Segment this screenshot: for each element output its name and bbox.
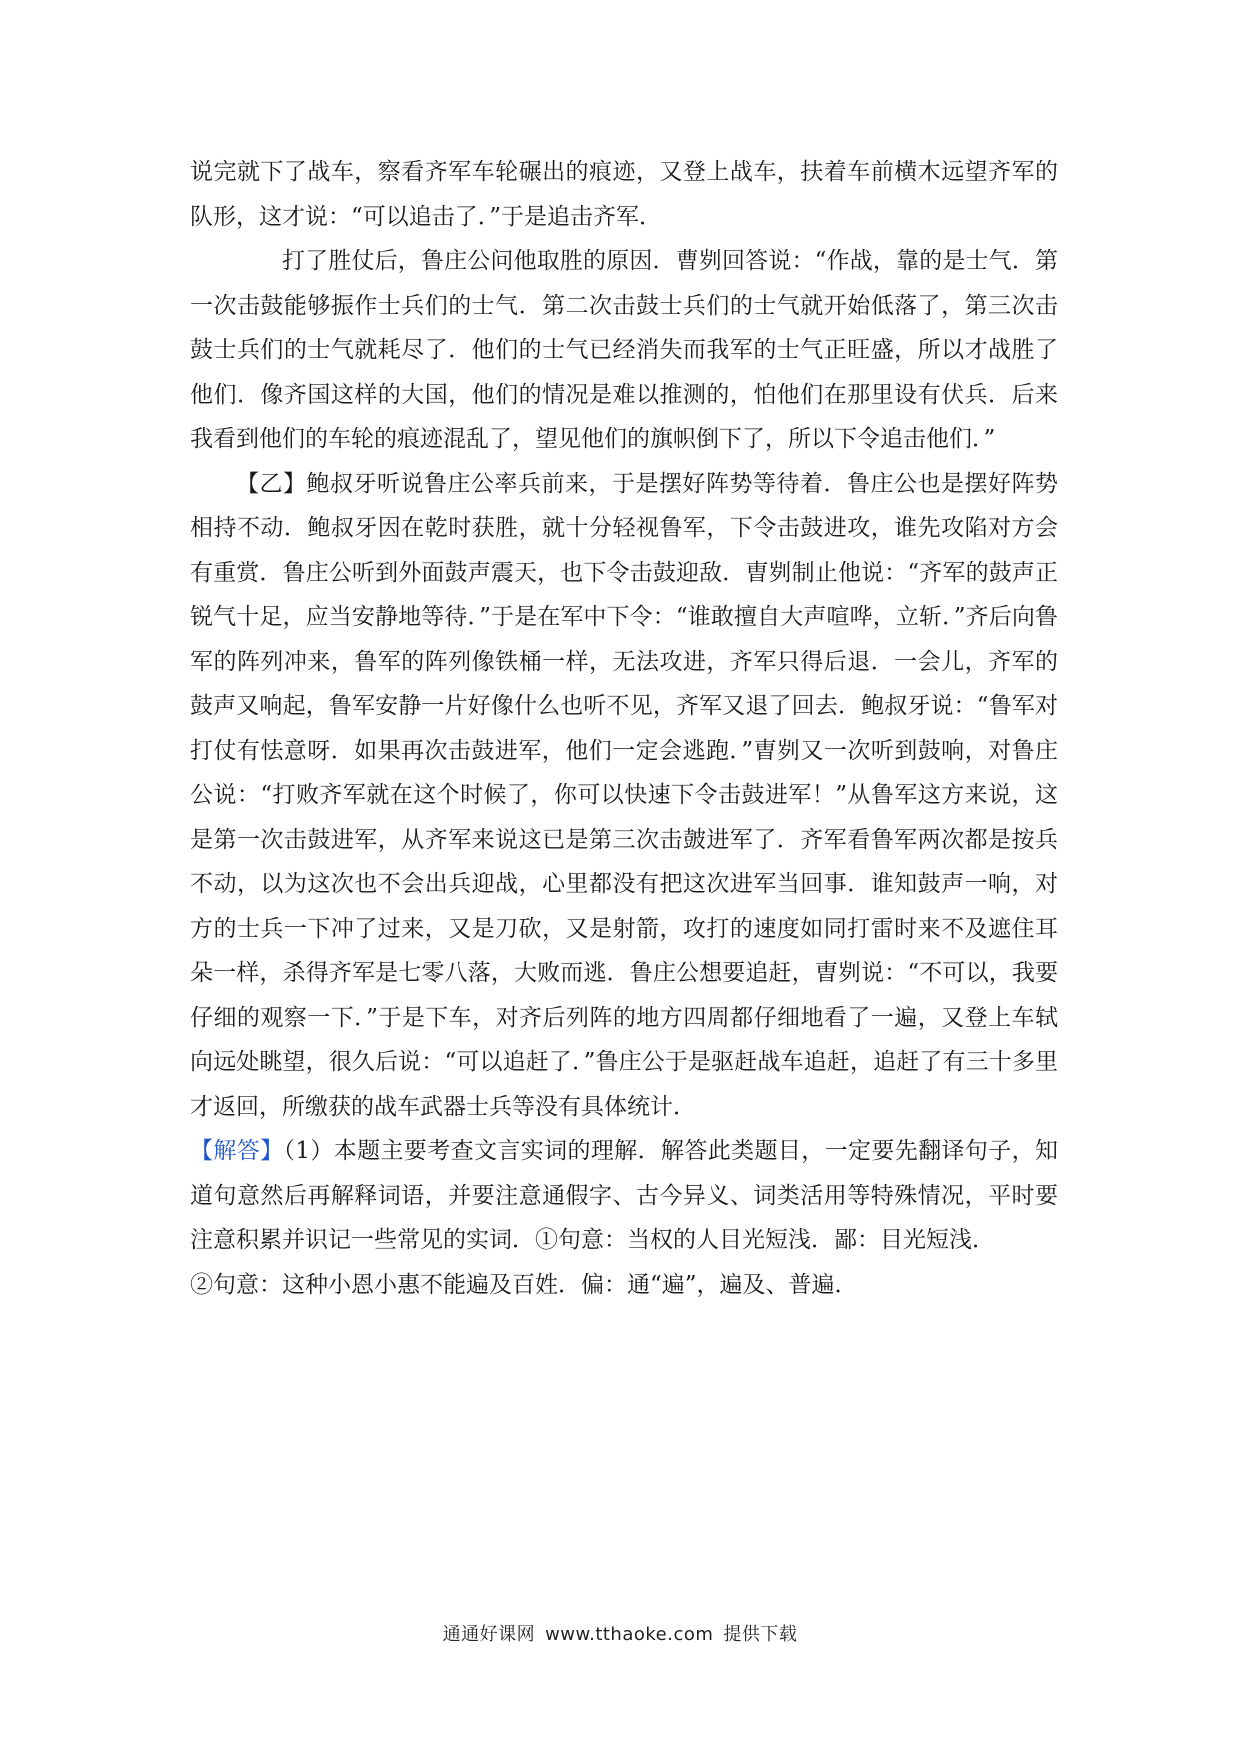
paragraph-continuation: 说完就下了战车，察看齐军车轮碾出的痕迹，又登上战车，扶着车前横木远望齐军的队形，这才说：“可以追击了．”于是追击齐军． <box>190 159 1058 230</box>
paragraph-answer-item-2: ②句意：这种小恩小惠不能遍及百姓．偏：通“遍”，遍及、普遍． <box>190 1271 858 1298</box>
page-footer <box>0 1620 1240 1646</box>
section-text-yi: 鲍叔牙听说鲁庄公率兵前来，于是摆好阵势等待着．鲁庄公也是摆好阵势相持不动．鲍叔牙因在乾时获胜，就十分轻视鲁军，下令击鼓进攻，谁先攻陷对方会有重赏．鲁庄公听到外面鼓声震天，也下令击鼓迎敌．曺刿制止他说：“齐军的鼓声正锐气十足，应当安静地等待．”于是在军中下令：“谁敢擅自大声喧哗，立斩．”齐后向鲁军的阵列冲来，鲁军的阵列像铁桶一样，无法攻进，齐军只得后退．一会儿，齐军的鼓声又响起，鲁军安静一片好像什么也听不见，齐军又退了回去．鲍叔牙说：“鲁军对打仗有怯意呀．如果再次击鼓进军，他们一定会逃跑．”曺刿又一次听到鼓响，对鲁庄公说：“打败齐军就在这个时候了，你可以快速下令击鼓进军！”从鲁军这方来说，这是第一次击鼓进军，从齐军来说这已是第三次击皷进军了．齐军看鲁军两次都是按兵不动，以为这次也不会出兵迎战，心里都没有把这次进军当回事．谁知鼓声一响，对方的士兵一下冲了过来，又是刀砍，又是射箭，攻打的速度如同打雷时来不及遮住耳朵一样，杀得齐军是七零八落，大败而逃．鲁庄公想要追赶，曺刿说：“不可以，我要仔细的观察一下．”于是下车，对齐后列阵的地方四周都仔细地看了一遍，又登上车轼向远处眺望，很久后说：“可以追赶了．”鲁庄公于是驱赶战车追赶，追赶了有三十多里才返回，所缴获的战车武器士兵等没有具体统计． <box>190 470 1058 1120</box>
footer-suffix: 提供下载 <box>723 1624 798 1645</box>
paragraph-answer <box>190 1129 1058 1263</box>
answer-label: 【解答】 <box>190 1138 284 1164</box>
document-body <box>190 150 1058 1307</box>
answer-text: （1）本题主要考查文言实词的理解．解答此类题目，一定要先翻译句子，知道句意然后再解释词语，并要注意通假字、古今异义、词类活用等特殊情况，平时要注意积累并识记一些常见的实词．①句意：当权的人目光短浅．鄙：目光短浅． <box>190 1138 1058 1253</box>
footer-site-name: 通通好课网 <box>442 1624 536 1645</box>
paragraph-text-yi <box>190 462 1058 1130</box>
footer-url: www.tthaoke.com <box>545 1624 714 1645</box>
paragraph-victory-explanation: 打了胜仗后，鲁庄公问他取胜的原因．曹刿回答说：“作战，靠的是士气．第一次击鼓能够振作士兵们的士气．第二次击鼓士兵们的士气就开始低落了，第三次击鼓士兵们的士气就耗尽了．他们的士气已经消失而我军的士气正旺盛，所以才战胜了他们．像齐国这样的大国，他们的情况是难以推测的，怕他们在那里设有伏兵．后来我看到他们的车轮的痕迹混乱了，望见他们的旗帜倒下了，所以下令追击他们．” <box>190 248 1058 452</box>
section-label-yi: 【乙】 <box>236 470 307 497</box>
